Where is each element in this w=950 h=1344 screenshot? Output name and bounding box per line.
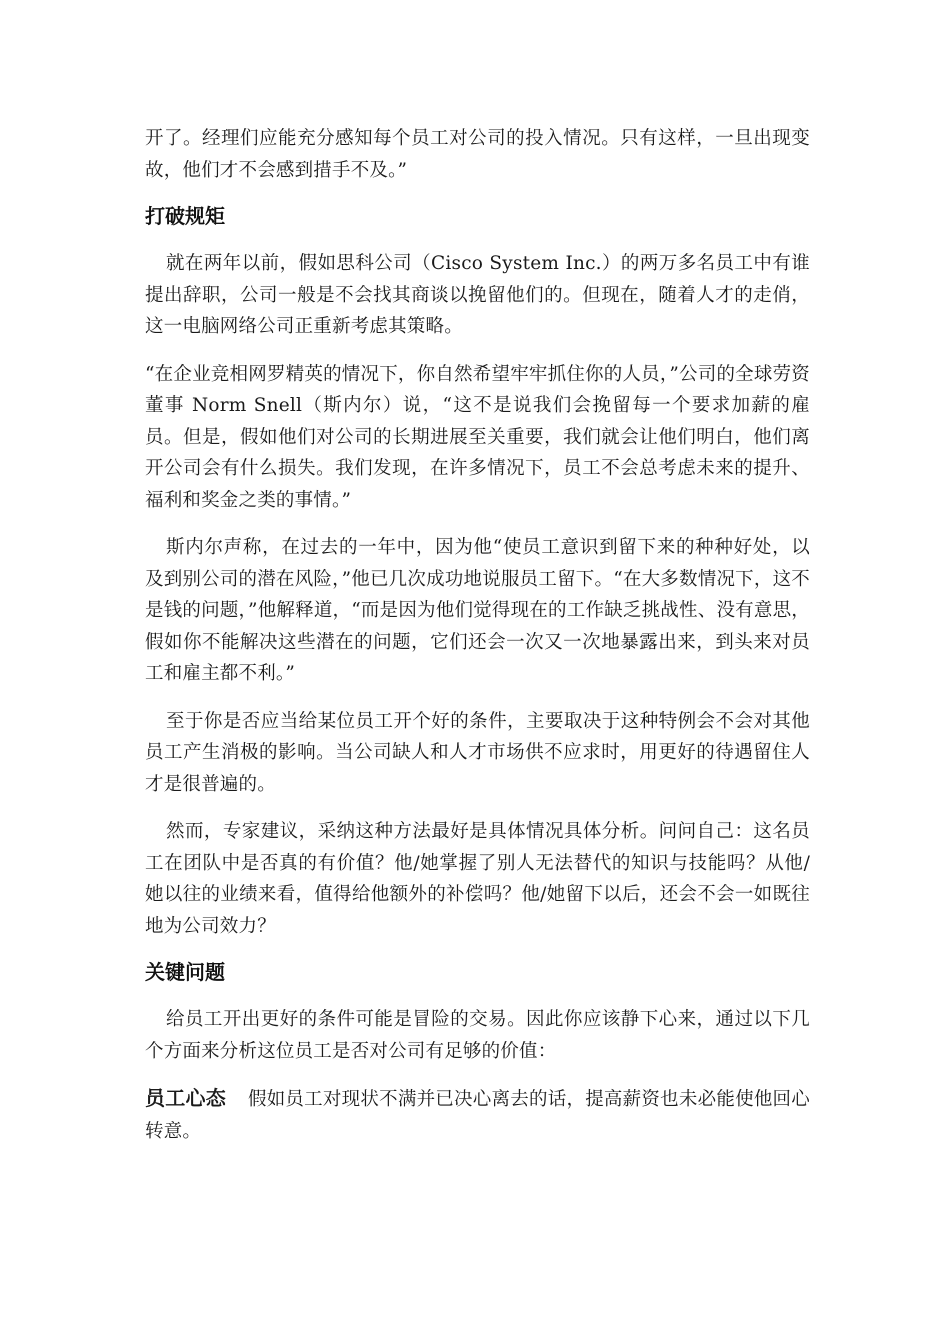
document-page bbox=[145, 123, 810, 1163]
section-heading-break-rules: 打破规矩 bbox=[145, 204, 225, 228]
item-term: 员工心态 bbox=[145, 1086, 226, 1110]
item-text: 假如员工对现状不满并已决心离去的话，提高薪资也未必能使他回心转意。 bbox=[145, 1089, 810, 1142]
list-item-employee-mindset bbox=[145, 1083, 810, 1147]
paragraph-quote-snell: “在企业竞相网罗精英的情况下，你自然希望牢牢抓住你的人员，”公司的全球劳资董事 Norm Snell（斯内尔）说，“这不是说我们会挽留每一个要求加薪的雇员。但是，假如他们对公司的长期进展至关重要，我们就会让他们明白，他们离开公司会有什么损失。我们发现，在许多情况下，员工不会总考虑未来的提升、福利和奖金之类的事情。” bbox=[145, 363, 810, 511]
paragraph-risky-deal: 给员工开出更好的条件可能是冒险的交易。因此你应该静下心来，通过以下几个方面来分析这位员工是否对公司有足够的价值： bbox=[145, 1009, 810, 1062]
paragraph-good-conditions: 至于你是否应当给某位员工开个好的条件，主要取决于这种特例会不会对其他员工产生消极的影响。当公司缺人和人才市场供不应求时，用更好的待遇留住人才是很普遍的。 bbox=[145, 710, 810, 795]
paragraph-expert-advice: 然而，专家建议，采纳这种方法最好是具体情况具体分析。问问自己：这名员工在团队中是否真的有价值？他/她掌握了别人无法替代的知识与技能吗？从他/她以往的业绩来看，值得给他额外的补偿吗？他/她留下以后，还会不会一如既往地为公司效力？ bbox=[145, 821, 810, 937]
intro-paragraph: 开了。经理们应能充分感知每个员工对公司的投入情况。只有这样，一旦出现变故，他们才不会感到措手不及。” bbox=[145, 128, 810, 181]
section-heading-key-questions: 关键问题 bbox=[145, 960, 225, 984]
paragraph-snell-claims: 斯内尔声称，在过去的一年中，因为他“使员工意识到留下来的种种好处，以及到别公司的潜在风险，”他已几次成功地说服员工留下。“在大多数情况下，这不是钱的问题，”他解释道，“而是因为他们觉得现在的工作缺乏挑战性、没有意思，假如你不能解决这些潜在的问题，它们还会一次又一次地暴露出来，到头来对员工和雇主都不利。” bbox=[145, 537, 810, 684]
paragraph-cisco: 就在两年以前，假如思科公司（Cisco System Inc.）的两万多名员工中有谁提出辞职，公司一般是不会找其商谈以挽留他们的。但现在，随着人才的走俏，这一电脑网络公司正重新考虑其策略。 bbox=[145, 253, 810, 337]
